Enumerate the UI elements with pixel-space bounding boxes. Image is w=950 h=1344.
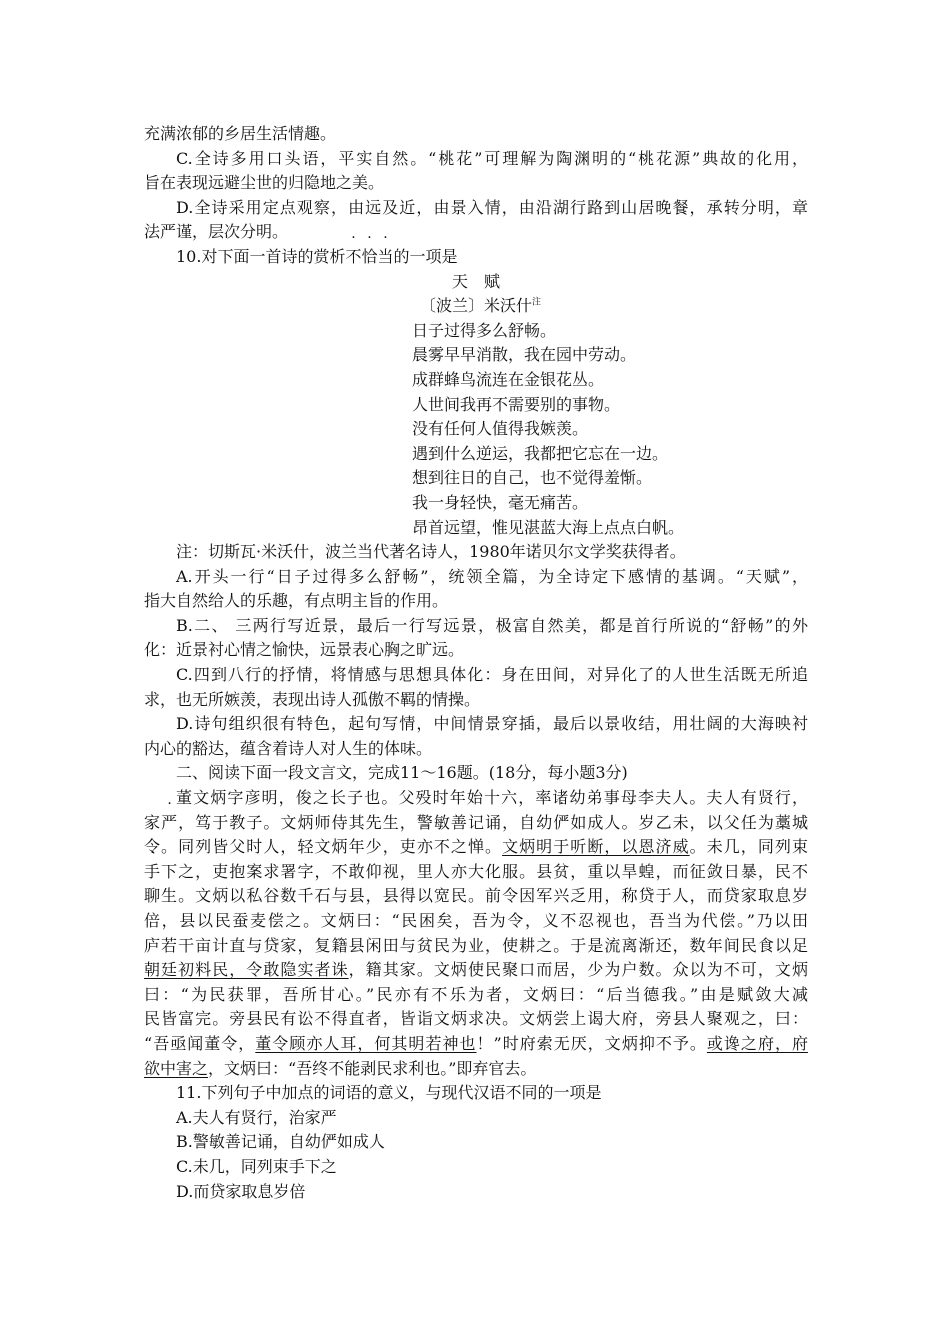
passage-line: 民皆富完。旁县民有讼不得直者，皆诣文炳求决。文炳尝上谒大府，旁县人聚观之，曰： <box>144 1009 808 1029</box>
emphasis-char: 俨 <box>553 812 571 832</box>
underlined-sentence: 董令顾亦人耳，何其明若神也 <box>255 1033 477 1053</box>
poem-body <box>144 319 808 540</box>
q9-option-c-line2: 旨在表现远避尘世的归隐地之美。 <box>144 173 385 193</box>
q10-option-b-line1: B.二、 三两行写近景，最后一行写远景，极富自然美，都是首行所说的“舒畅”的外 <box>176 615 808 635</box>
underlined-sentence: 欲中害之 <box>144 1058 209 1078</box>
footnote-mark: 注 <box>532 297 542 308</box>
q10-option-c-line1: C.四到八行的抒情，将情感与思想具体化：身在田间，对异化了的人世生活既无所追 <box>176 665 808 685</box>
passage-line: 董文炳字彦明，俊之长子也。父殁时年始十六，率诸幼弟事母李夫人。夫人有贤行， <box>176 788 808 808</box>
passage-line <box>144 811 808 836</box>
q10-option-a-line1: A.开头一行“日子过得多么舒畅”，统领全篇，为全诗定下感情的基调。“天赋”， <box>176 566 808 586</box>
passage-text: 下之，吏抱案求署字，不敢仰视，里人亦大化服。县贫，重以旱蝗，而征敛日暴，民不 <box>161 861 808 881</box>
q10-option-d-line2: 内心的豁达，蕴含着诗人对人生的体味。 <box>144 738 433 758</box>
poem-line: 想到往日的自己，也不觉得羞惭。 <box>412 468 653 488</box>
q10-option-d-line1: D.诗句组织很有特色，起句写情，中间情景穿插，最后以景收结，用壮阔的大海映衬 <box>176 714 808 734</box>
passage-text: ，籍其家。文炳使民聚口而居，少为户数。众以为不可，文炳 <box>348 960 808 980</box>
q10-option-a-line2: 指大自然给人的乐趣，有点明主旨的作用。 <box>144 591 449 611</box>
poem-author <box>144 294 808 319</box>
passage-line <box>144 1032 808 1057</box>
underlined-sentence: 文炳明于听断，以恩济威 <box>502 837 690 857</box>
poem-line: 没有任何人值得我嫉羡。 <box>412 419 589 439</box>
passage-text: 如成人。岁乙未，以父任为藁城 <box>570 812 808 832</box>
passage-line <box>144 958 808 983</box>
q9-option-d-line2: 法严谨，层次分明。 <box>144 222 289 242</box>
passage-line: 庐若干亩计直与贷家，复籍县闲田与贫民为业，使耕之。于是流离渐还，数年间民食以足 <box>144 935 808 955</box>
section-heading: 二、阅读下面一段文言文，完成11～16题。(18分，每小题3分) <box>176 763 628 783</box>
emphasis-char: 当 <box>377 246 394 266</box>
q11-option-a: A.夫人有贤行，治家严 <box>176 1107 337 1127</box>
passage-line: 聊生。文炳以私谷数千石与县，县得以宽民。前令因军兴乏用，称贷于人，而贷家取息岁 <box>144 886 808 906</box>
q10-stem <box>144 245 808 270</box>
passage-text: ，文炳曰：“吾终不能剥民求利也。”即弃官去。 <box>208 1058 537 1078</box>
poem-line: 晨雾早早消散，我在园中劳动。 <box>412 345 637 365</box>
emphasis-char: 手 <box>144 861 162 881</box>
passage-line <box>144 1057 808 1082</box>
poem-line: 昂首远望，惟见湛蓝大海上点点白帆。 <box>412 517 685 537</box>
poem-author-name: 〔波兰〕米沃什 <box>420 296 533 316</box>
passage-text: 令。同列皆父时人，轻文炳年少，吏亦不之惮。 <box>144 837 503 857</box>
emphasis-char: 严 <box>161 812 179 832</box>
poem-line: 人世间我再不需要别的事物。 <box>412 394 621 414</box>
q9-option-c-line1: C.全诗多用口头语，平实自然。“桃花”可理解为陶渊明的“桃花源”典故的化用， <box>176 148 808 168</box>
passage-text: ！”时府索无厌，文炳抑不予。 <box>476 1033 707 1053</box>
emphasis-char: 不 <box>345 246 362 266</box>
continuation-line: 充满浓郁的乡居生活情趣。 <box>144 124 337 143</box>
poem-line: 日子过得多么舒畅。 <box>412 320 557 340</box>
q11-stem: 11.下列句子中加点的词语的意义，与现代汉语不同的一项是 <box>176 1083 602 1103</box>
passage-text: “吾亟闻董令， <box>144 1033 256 1053</box>
q9-option-d-line1: D.全诗采用定点观察，由远及近，由景入情，由沿湖行路到山居晚餐，承转分明，章 <box>176 197 808 217</box>
q11-option-b: B.警敏善记诵，自幼俨如成人 <box>176 1132 385 1152</box>
q10-option-b-line2: 化：近景衬心情之愉快，远景表心胸之旷远。 <box>144 640 465 660</box>
q10-stem-text: 的一项是 <box>393 246 458 266</box>
q10-option-c-line2: 求，也无所嫉羡，表现出诗人孤傲不羁的情操。 <box>144 689 481 709</box>
emphasis-char: 恰 <box>361 246 378 266</box>
passage-text: 家 <box>144 812 162 832</box>
underlined-sentence: 或谗之府，府 <box>706 1033 808 1053</box>
q11-option-c: C.未几，同列束手下之 <box>176 1156 337 1176</box>
passage-line: 曰：“为民获罪，吾所甘心。”民亦有不乐为者，文炳曰：“后当德我。”由是赋敛大减 <box>144 984 808 1004</box>
underlined-sentence: 朝廷初料民，令敢隐实者诛 <box>144 960 349 980</box>
poem-line: 遇到什么逆运，我都把它忘在一边。 <box>412 443 669 463</box>
passage-line <box>144 860 808 885</box>
emphasis-char: 束 <box>791 837 808 857</box>
poem-line: 成群蜂鸟流连在金银花丛。 <box>412 369 605 389</box>
q10-stem-text: 10.对下面一首诗的赏析 <box>176 246 346 266</box>
q11-option-d: D.而贷家取息岁倍 <box>176 1181 306 1201</box>
passage-line <box>144 835 808 860</box>
passage-text: ，笃于教子。文炳师侍其先生，警敏善记诵，自幼 <box>178 812 554 832</box>
poem-footnote: 注：切斯瓦·米沃什，波兰当代著名诗人，1980年诺贝尔文学奖获得者。 <box>176 542 686 562</box>
poem-line: 我一身轻快，毫无痛苦。 <box>412 492 589 512</box>
poem-title: 天 赋 <box>451 271 500 291</box>
passage-line: 倍，县以民蚕麦偿之。文炳曰：“民困矣，吾为令，义不忍视也，吾当为代偿。”乃以田 <box>144 911 808 930</box>
document-page <box>144 122 808 1204</box>
passage-text: 。未几，同列 <box>689 837 792 857</box>
